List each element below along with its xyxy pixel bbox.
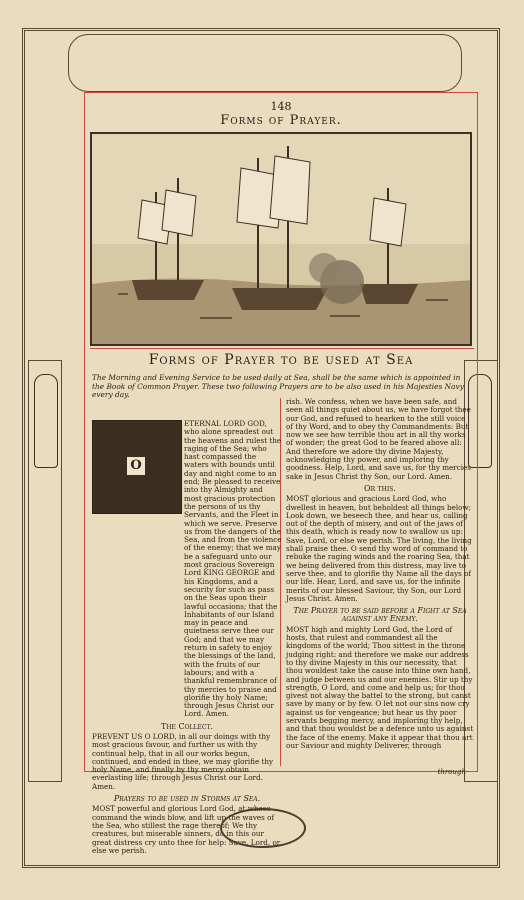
intro-text: The Morning and Evening Service to be used daily at Sea, shall be the same which is appointed in the Book of Common Prayer. These two following Prayers are to be also used in his Majesties Navy every day. bbox=[92, 373, 464, 400]
or-this: Or this. bbox=[364, 483, 396, 493]
bottom-cartouche bbox=[220, 808, 306, 848]
section-title: Forms of Prayer to be used at Sea bbox=[148, 352, 414, 368]
running-head: Forms of Prayer. bbox=[220, 113, 342, 128]
fight-text: MOST high and mighty Lord God, the Lord of hosts, that rulest and commandest all the kingdoms of the world; Thou sittest in the throne judging right: and therefore we make our address to thy divine Majesty in this our necessity, that thou wouldest take the cause into thine own hand, and judge between us and our enemies. Stir up thy strength, O Lord, and come and help us; for thou givest not alway the battel to the strong, but canst save by many or by few. O let not our sins now cry against us for vengeance; but hear us thy poor servants begging mercy, and imploring thy help, and that thou wouldst be a defence unto us against the face of the enemy. Make it appear that thou art our Saviour and mighty Deliverer, through bbox=[286, 624, 474, 750]
left-column bbox=[92, 420, 282, 859]
storm-heading: Prayers to be used in Storms at Sea. bbox=[113, 794, 261, 804]
collect-text: PREVENT US O LORD, in all our doings with thy most gracious favour, and further us with thy continual help, that in all our works begun, continued, and ended in thee, we may glorifie thy holy Name, and finally by thy mercy obtain everlasting life; through Jesus Christ our Lord. Amen. bbox=[92, 731, 274, 791]
catchword: through bbox=[437, 768, 466, 776]
dropcap-letter: O bbox=[127, 457, 145, 475]
ship-engraving bbox=[90, 132, 472, 346]
red-rule-right bbox=[477, 92, 478, 772]
storm-text: MOST powerful and glorious Lord God, at whose command the winds blow, and lift up the waves of the Sea, who stillest the rage thereof; We thy creatures, but miserable sinners, do in this our great distress cry unto thee for help: Save, Lord, or else we perish. bbox=[92, 804, 281, 855]
eternal-lord-prayer: ETERNAL LORD GOD, who alone spreadest out the heavens and rulest the raging of the Sea; who hast compassed the waters with bounds until day and night come to an end; Be pleased to receive into thy Almighty and most gracious protection the persons of us thy Servants, and the Fleet in which we serve. Preserve us from the dangers of the Sea, and from the violence of the enemy; that we may be a safeguard unto our most gracious Sovereign Lord KING GEORGE and his Kingdoms, and a security for such as pass on the Seas upon their lawful occasions; that the Inhabitants of our Island may in peace and quietness serve thee our God; and that we may return in safety to enjoy the blessings of the land, with the fruits of our labours; and with a thankful remembrance of thy mercies to praise and glorifie thy holy Name; through Jesus Christ our Lord. Amen. bbox=[184, 419, 282, 719]
second-prayer: MOST glorious and gracious Lord God, who dwellest in heaven, but beholdest all things below; Look down, we beseech thee, and hear us, calling out of the depth of misery, and out of the jaws of this death, which is ready now to swallow us up: Save, Lord, or else we perish. The living, the living shall praise thee. O send thy word of command to rebuke the raging winds and the roaring Sea, that we being delivered from this distress, may live to serve thee, and to glorifie thy Name all the days of our life. Hear, Lord, and save us, for the infinite merits of our blessed Saviour, thy Son, our Lord Jesus Christ. Amen. bbox=[286, 494, 472, 603]
fight-heading: The Prayer to be said before a Fight at Sea against any Enemy. bbox=[293, 606, 467, 624]
red-rule-top bbox=[84, 92, 478, 93]
collect-heading: The Collect. bbox=[160, 721, 213, 731]
red-rule-under-engraving bbox=[90, 348, 474, 349]
top-text: rish. We confess, when we have been safe, and seen all things quiet about us, we have forgot thee our God, and refused to hearken to the still voice of thy Word, and to obey thy Commandments: But now we see how terrible thou art in all thy works of wonder; the great God to be feared above all: And therefore we adore thy divine Majesty, acknowledging thy power, and imploring thy goodness. Help, Lord, and save us, for thy mercies sake in Jesus Christ thy Son, our Lord. Amen. bbox=[286, 397, 471, 481]
page-header bbox=[88, 100, 474, 128]
page-number: 148 bbox=[270, 100, 292, 113]
red-rule-left bbox=[84, 92, 85, 772]
right-column bbox=[286, 398, 474, 754]
left-figure bbox=[34, 374, 58, 468]
cherub-band bbox=[68, 34, 462, 92]
ships-svg bbox=[92, 134, 472, 346]
